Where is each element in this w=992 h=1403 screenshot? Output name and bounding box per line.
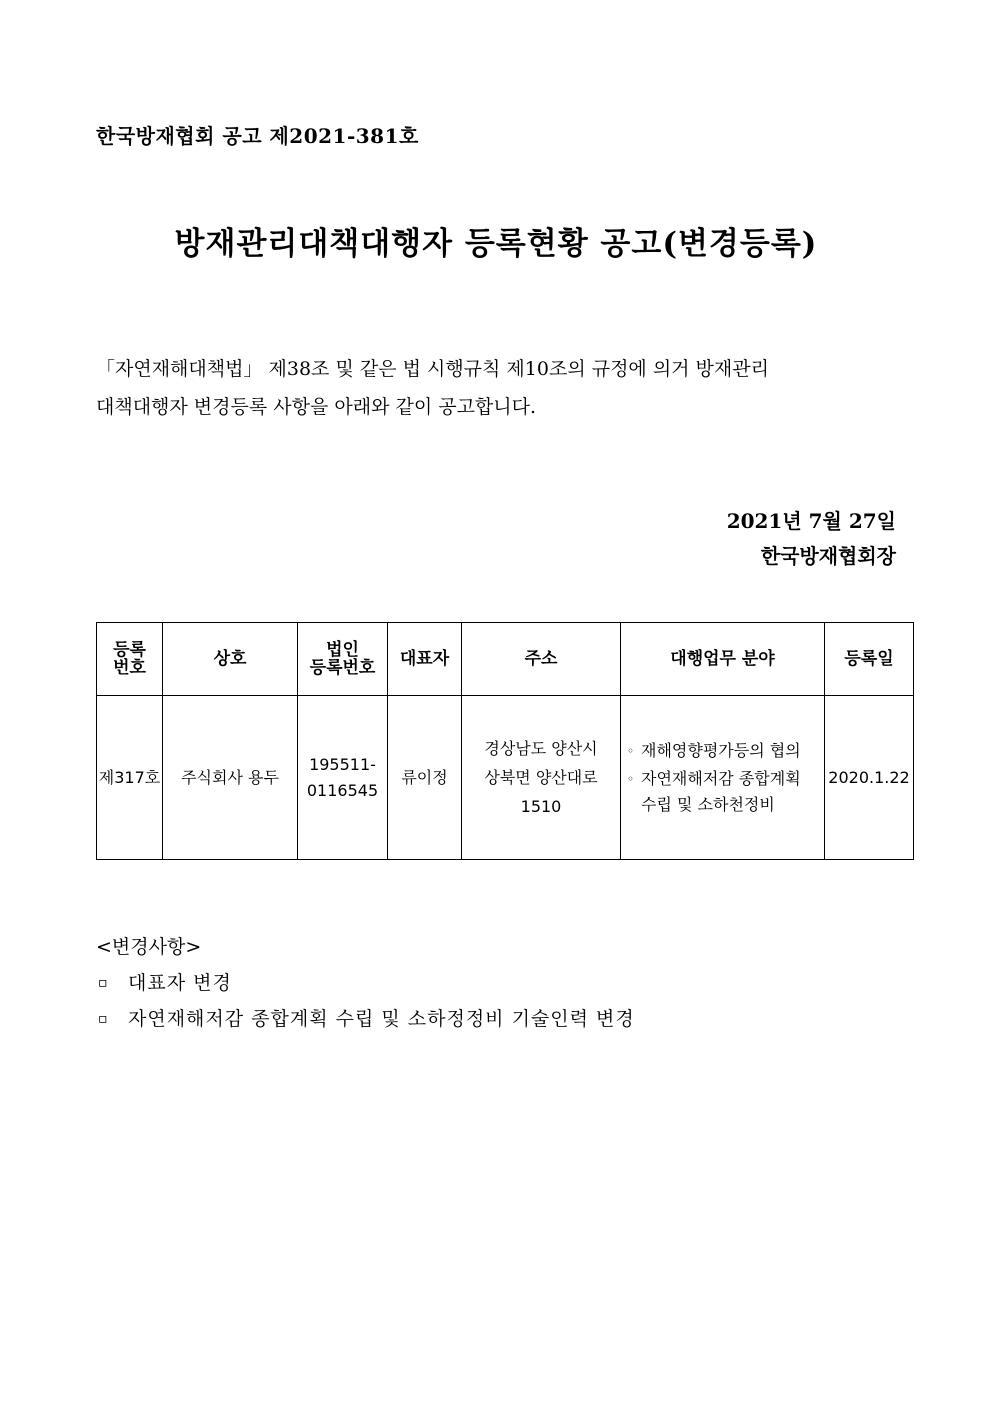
cell-company: 주식회사 용두 [163, 696, 298, 860]
header-address: 주소 [462, 623, 621, 696]
header-reg-no-line-2: 번호 [113, 658, 146, 678]
cell-reg-date: 2020.1.22 [825, 696, 914, 860]
notice-number: 한국방재협회 공고 제2021-381호 [96, 124, 419, 148]
header-reg-no [97, 623, 163, 696]
header-representative: 대표자 [388, 623, 462, 696]
notice-body-line-2: 대책대행자 변경등록 사항을 아래와 같이 공고합니다. [96, 396, 537, 418]
square-bullet-icon: ▫ [98, 975, 109, 991]
registration-table [96, 622, 914, 860]
header-corp-no-line-2: 등록번호 [309, 658, 376, 678]
cell-corp-no-line-1: 195511- [309, 754, 376, 774]
change-item-label: 대표자 변경 [128, 972, 232, 994]
cell-corp-no-line-2: 0116545 [306, 780, 379, 800]
header-company: 상호 [163, 623, 298, 696]
duty-item-label: 재해영향평가등의 협의 [641, 740, 801, 760]
bullet-icon: ◦ [627, 743, 635, 758]
header-corp-no-line-1: 법인 [326, 640, 359, 660]
header-reg-no-line-1: 등록 [113, 640, 146, 660]
cell-reg-no: 제317호 [97, 696, 163, 860]
cell-address-line-1: 경상남도 양산시 [484, 739, 598, 758]
duty-item [627, 738, 818, 764]
cell-address [462, 696, 621, 860]
notice-date: 2021년 7월 27일 [726, 509, 896, 533]
cell-duties [621, 696, 825, 860]
changes-heading: <변경사항> [96, 936, 202, 958]
issuer: 한국방재협회장 [760, 544, 896, 568]
cell-representative: 류이정 [388, 696, 462, 860]
duty-item [627, 766, 818, 818]
bullet-icon: ◦ [627, 771, 635, 786]
change-item [96, 965, 635, 1001]
cell-address-line-2: 상북면 양산대로 [484, 768, 598, 787]
cell-address-line-3: 1510 [520, 797, 562, 816]
header-corp-no [298, 623, 388, 696]
table-row [97, 696, 914, 860]
header-reg-date: 등록일 [825, 623, 914, 696]
document-title: 방재관리대책대행자 등록현황 공고(변경등록) [174, 226, 818, 262]
table-header-row [97, 623, 914, 696]
square-bullet-icon: ▫ [98, 1011, 109, 1027]
cell-corp-no [298, 696, 388, 860]
duty-item-label: 자연재해저감 종합계획 수립 및 소하천정비 [641, 768, 801, 814]
notice-body-line-1: 「자연재해대책법」 제38조 및 같은 법 시행규칙 제10조의 규정에 의거 방재관리 [96, 358, 769, 380]
change-item [96, 1001, 635, 1037]
notice-body [96, 350, 896, 426]
header-duties: 대행업무 분야 [621, 623, 825, 696]
changes-section [96, 932, 635, 1037]
change-item-label: 자연재해저감 종합계획 수립 및 소하정정비 기술인력 변경 [128, 1008, 635, 1030]
